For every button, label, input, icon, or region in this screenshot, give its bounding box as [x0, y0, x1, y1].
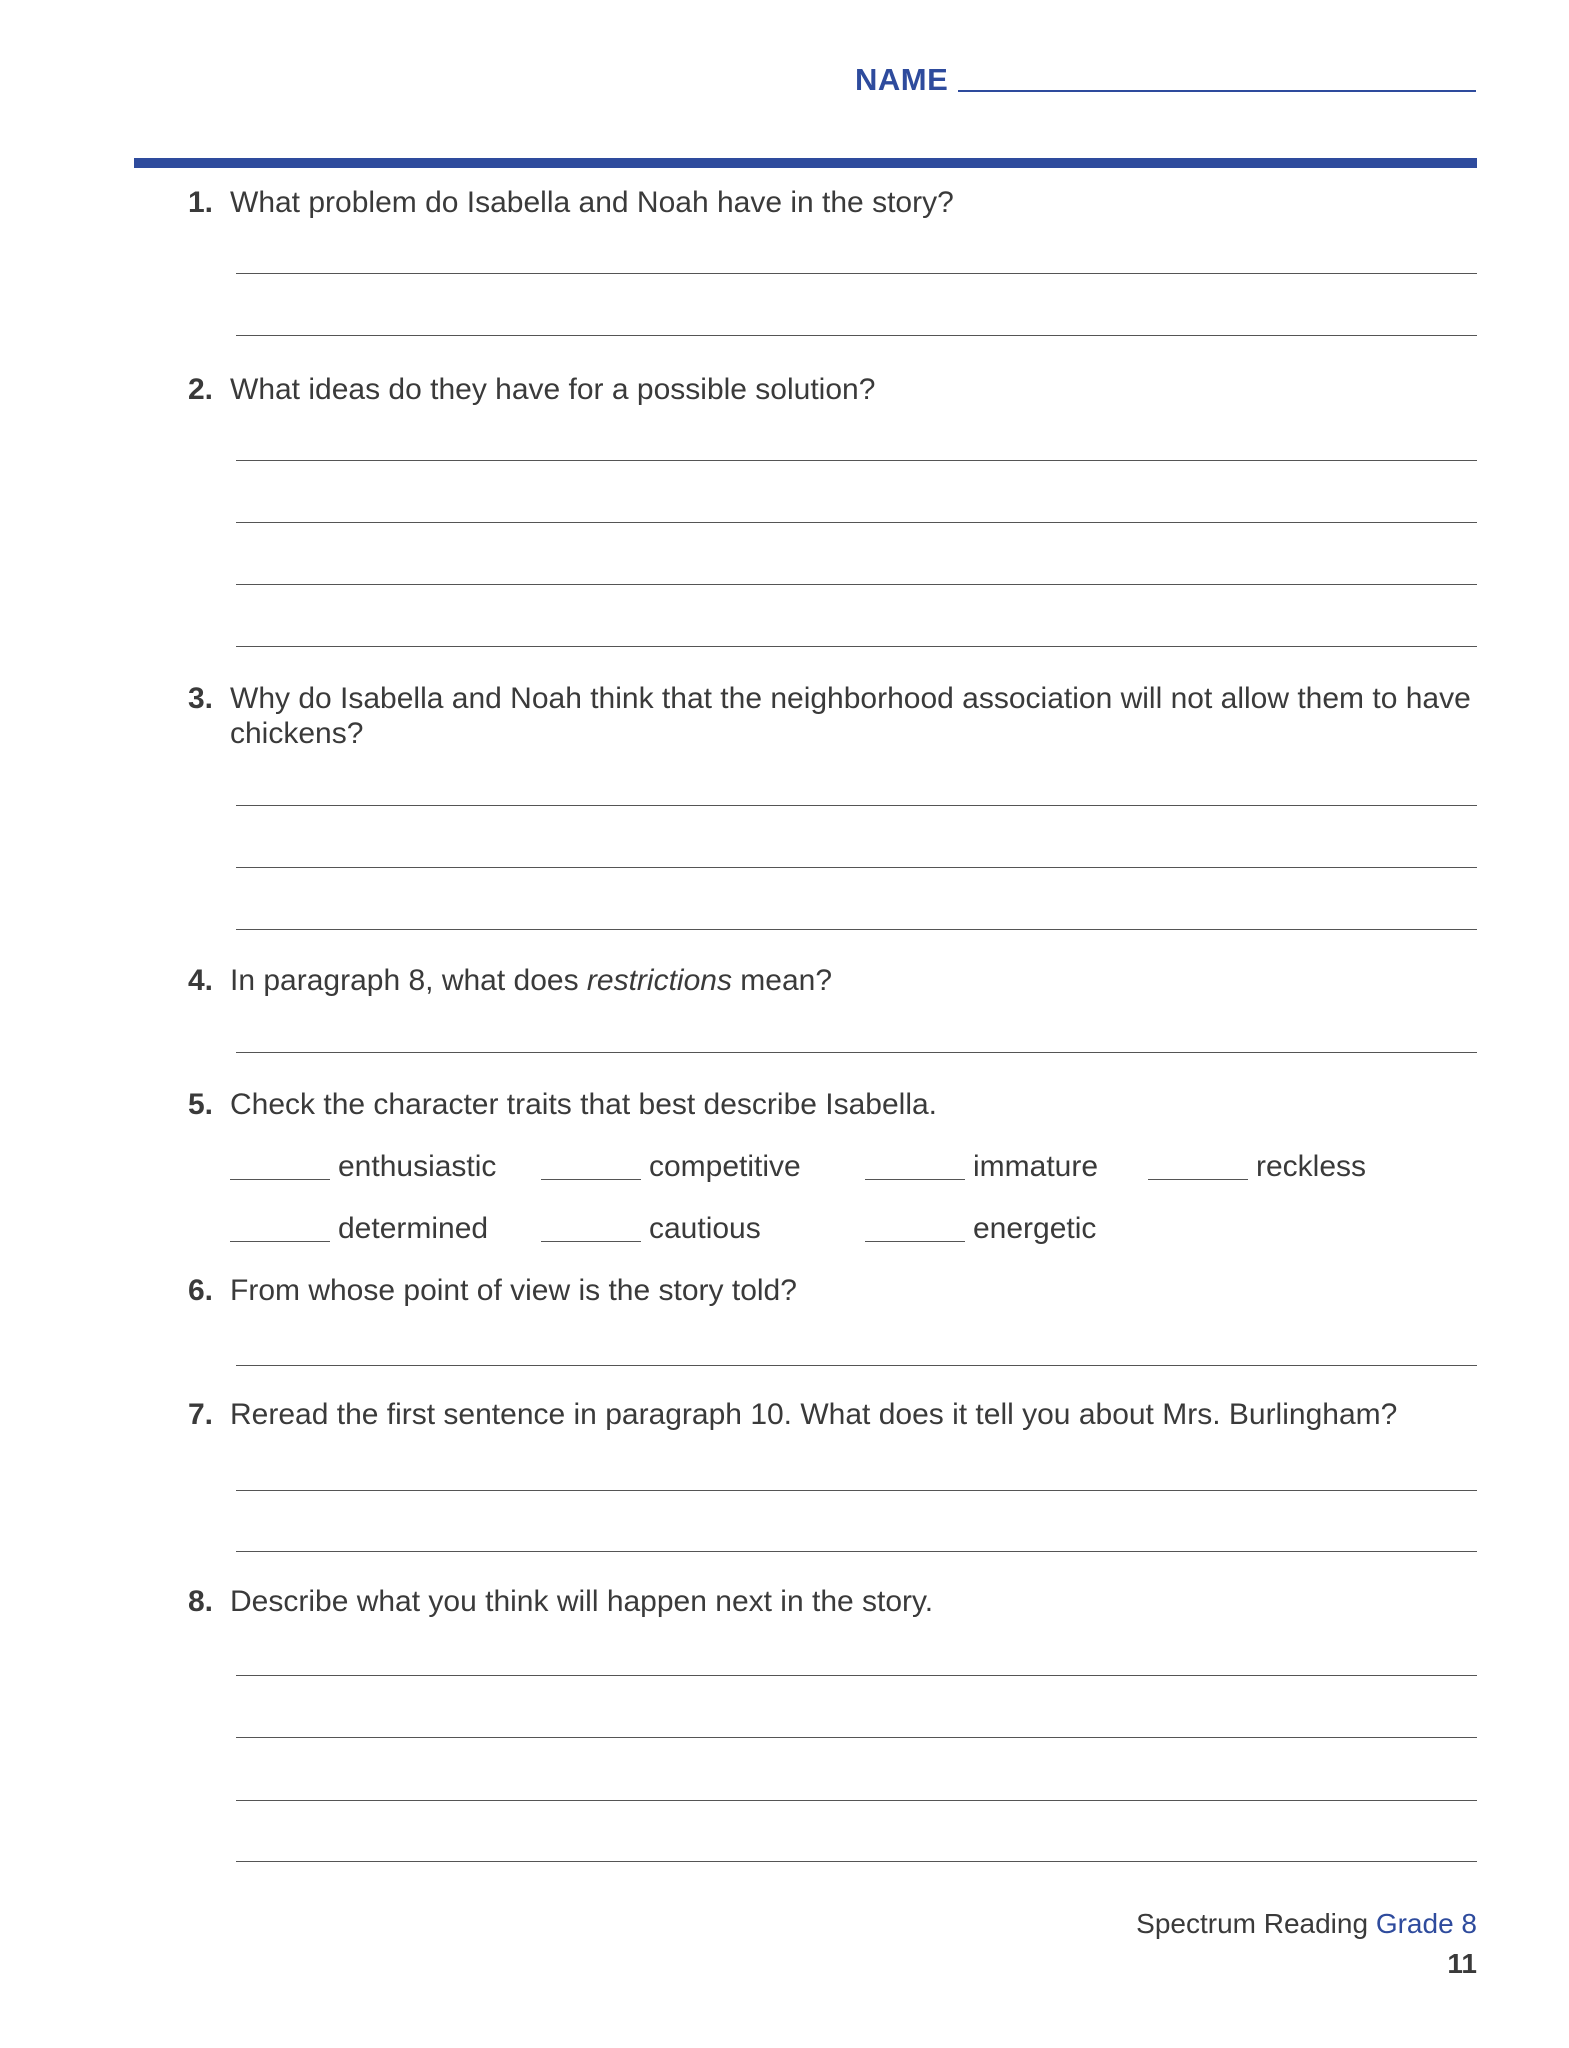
question-number: 7. [188, 1398, 214, 1431]
question-text: Why do Isabella and Noah think that the neighborhood association will not allow them to have chickens? [230, 682, 1471, 750]
question-3 [188, 681, 1478, 751]
answer-line[interactable] [236, 805, 1477, 806]
answer-line[interactable] [236, 646, 1477, 647]
answer-line[interactable] [236, 335, 1477, 336]
question-number: 3. [188, 682, 214, 715]
answer-line[interactable] [236, 1490, 1477, 1491]
answer-line[interactable] [236, 1551, 1477, 1552]
question-text: Describe what you think will happen next in the story. [230, 1585, 934, 1618]
question-4 [188, 963, 1478, 998]
question-text: From whose point of view is the story told? [230, 1274, 797, 1307]
answer-line[interactable] [236, 1737, 1477, 1738]
question-number: 8. [188, 1585, 214, 1618]
question-text: Reread the first sentence in paragraph 10. What does it tell you about Mrs. Burlingham? [230, 1398, 1398, 1431]
trait-label: immature [973, 1150, 1099, 1183]
trait-label: cautious [649, 1212, 761, 1245]
series-title: Spectrum Reading [1136, 1908, 1369, 1939]
trait-label: energetic [973, 1212, 1097, 1245]
question-7 [188, 1397, 1478, 1432]
trait-checkbox-blank[interactable] [865, 1179, 965, 1180]
answer-line[interactable] [236, 522, 1477, 523]
answer-line[interactable] [236, 584, 1477, 585]
grade-label: Grade 8 [1375, 1908, 1477, 1939]
emphasized-word: restrictions [586, 964, 732, 997]
question-number: 1. [188, 186, 214, 219]
question-text: In paragraph 8, what does restrictions mean? [230, 964, 833, 997]
answer-line[interactable] [236, 460, 1477, 461]
trait-label: reckless [1256, 1150, 1367, 1183]
trait-checkbox-blank[interactable] [230, 1241, 330, 1242]
question-5 [188, 1087, 1478, 1122]
trait-checkbox-blank[interactable] [541, 1179, 641, 1180]
footer-credit [1136, 1908, 1477, 1940]
question-number: 6. [188, 1274, 214, 1307]
trait-checkbox-blank[interactable] [541, 1241, 641, 1242]
answer-line[interactable] [236, 867, 1477, 868]
question-text: Check the character traits that best describe Isabella. [230, 1088, 938, 1121]
answer-line[interactable] [236, 1365, 1477, 1366]
trait-checkbox-blank[interactable] [1148, 1179, 1248, 1180]
trait-checkbox-blank[interactable] [230, 1179, 330, 1180]
trait-label: enthusiastic [338, 1150, 497, 1183]
question-6 [188, 1273, 1478, 1308]
question-1 [188, 185, 1478, 220]
question-number: 2. [188, 373, 214, 406]
name-input-line[interactable] [958, 90, 1476, 92]
question-text: What problem do Isabella and Noah have in the story? [230, 186, 954, 219]
question-number: 5. [188, 1088, 214, 1121]
question-text: What ideas do they have for a possible solution? [230, 373, 876, 406]
answer-line[interactable] [236, 1800, 1477, 1801]
answer-line[interactable] [236, 929, 1477, 930]
answer-line[interactable] [236, 1675, 1477, 1676]
answer-line[interactable] [236, 1052, 1477, 1053]
answer-line[interactable] [236, 1861, 1477, 1862]
header-divider-bar [134, 158, 1477, 168]
question-8 [188, 1584, 1478, 1619]
question-number: 4. [188, 964, 214, 997]
question-2 [188, 372, 1478, 407]
page-number: 11 [1447, 1948, 1477, 1979]
answer-line[interactable] [236, 273, 1477, 274]
trait-checkbox-blank[interactable] [865, 1241, 965, 1242]
trait-label: determined [338, 1212, 489, 1245]
name-label: NAME [855, 62, 949, 97]
trait-label: competitive [649, 1150, 801, 1183]
